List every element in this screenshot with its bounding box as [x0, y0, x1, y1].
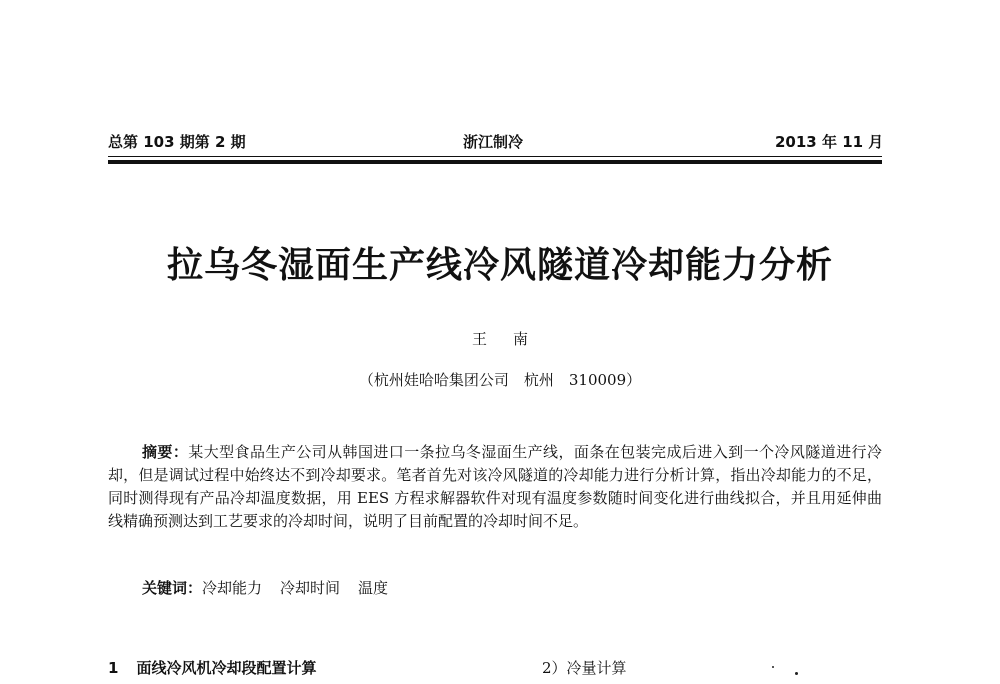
- section-heading-1: [108, 658, 316, 678]
- subsection-heading-2: 2）冷量计算: [542, 659, 627, 677]
- paper-title: 拉乌冬湿面生产线冷风隧道冷却能力分析: [166, 244, 833, 286]
- keyword-item: 冷却能力: [202, 579, 263, 597]
- header-rule-thick: [108, 160, 882, 164]
- abstract-label: 摘要：: [142, 443, 189, 461]
- abstract: [108, 441, 882, 533]
- author-name: 王南: [471, 330, 554, 348]
- running-header-date: 2013 年 11 月: [775, 133, 884, 151]
- keyword-item: 温度: [358, 579, 389, 597]
- author-affiliation: （杭州娃哈哈集团公司 杭州 310009）: [358, 371, 642, 389]
- header-rule-thin: [108, 156, 882, 157]
- running-header-journal: 浙江制冷: [463, 133, 524, 151]
- running-header-issue: 总第 103 期第 2 期: [108, 133, 246, 151]
- section-number: 1: [108, 659, 119, 677]
- keywords: [142, 578, 388, 598]
- keywords-label: 关键词：: [142, 579, 203, 597]
- abstract-text: 某大型食品生产公司从韩国进口一条拉乌冬湿面生产线，面条在包装完成后进入到一个冷风隧道进行冷却，但是调试过程中始终达不到冷却要求。笔者首先对该冷风隧道的冷却能力进行分析计算，指出冷却能力的不足，同时测得现有产品冷却温度数据，用 EES 方程求解器软件对现有温度参数随时间变化进行曲线拟合，并且用延伸曲线精确预测达到工艺要求的冷却时间，说明了目前配置的冷却时间不足。: [108, 443, 882, 530]
- section-title: 面线冷风机冷却段配置计算: [136, 659, 317, 677]
- scan-speck: [772, 666, 774, 668]
- scan-speck: [795, 672, 798, 675]
- keyword-item: 冷却时间: [280, 579, 341, 597]
